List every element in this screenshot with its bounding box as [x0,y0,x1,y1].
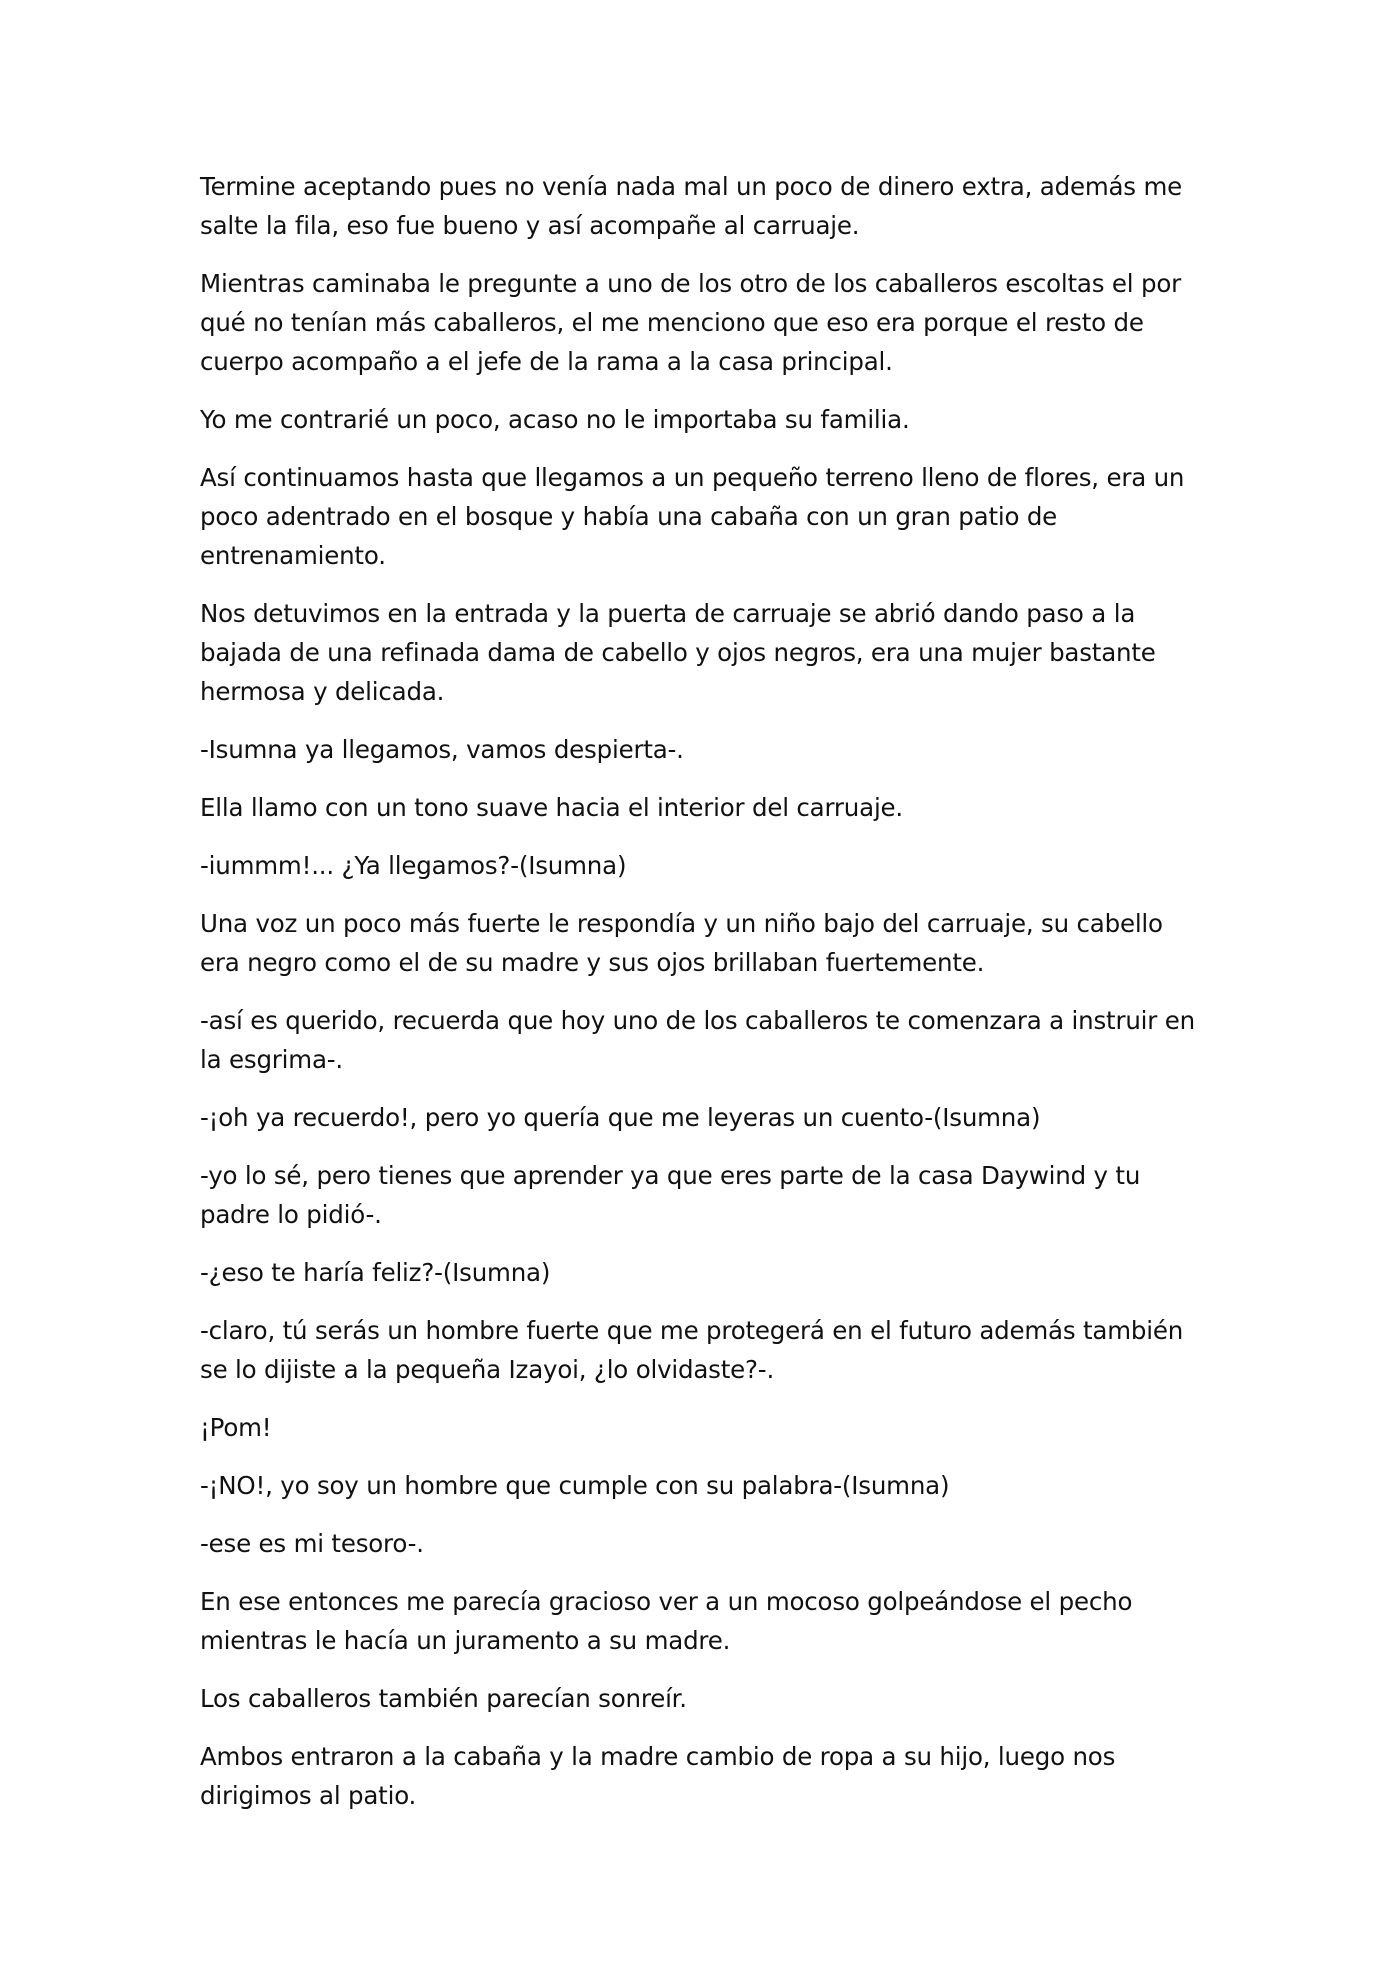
paragraph: -¡oh ya recuerdo!, pero yo quería que me leyeras un cuento-(Isumna) [200,1103,1041,1132]
paragraph: Mientras caminaba le pregunte a uno de los otro de los caballeros escoltas el por qué no tenían más caballeros, el me menciono que eso era porque el resto de cuerpo acompaño a el jefe de la rama a la casa principal. [200,269,1181,376]
paragraph: -iummm!... ¿Ya llegamos?-(Isumna) [200,851,627,880]
paragraph: Así continuamos hasta que llegamos a un pequeño terreno lleno de flores, era un poco adentrado en el bosque y había una cabaña con un gran patio de entrenamiento. [200,463,1185,570]
paragraph: ¡Pom! [200,1413,272,1442]
paragraph: -¿eso te haría feliz?-(Isumna) [200,1258,551,1287]
paragraph: Nos detuvimos en la entrada y la puerta de carruaje se abrió dando paso a la bajada de una refinada dama de cabello y ojos negros, era una mujer bastante hermosa y delicada. [200,599,1156,706]
paragraph: Termine aceptando pues no venía nada mal un poco de dinero extra, además me salte la fila, eso fue bueno y así acompañe al carruaje. [200,172,1182,240]
paragraph: Ambos entraron a la cabaña y la madre cambio de ropa a su hijo, luego nos dirigimos al patio. [200,1742,1116,1810]
paragraph: Ella llamo con un tono suave hacia el interior del carruaje. [200,793,904,822]
paragraph: Una voz un poco más fuerte le respondía y un niño bajo del carruaje, su cabello era negro como el de su madre y sus ojos brillaban fuertemente. [200,909,1163,977]
paragraph: -ese es mi tesoro-. [200,1529,424,1558]
paragraph: -yo lo sé, pero tienes que aprender ya que eres parte de la casa Daywind y tu padre lo pidió-. [200,1161,1141,1229]
paragraph: -¡NO!, yo soy un hombre que cumple con su palabra-(Isumna) [200,1471,950,1500]
paragraph: -así es querido, recuerda que hoy uno de los caballeros te comenzara a instruir en la esgrima-. [200,1006,1195,1074]
paragraph: Los caballeros también parecían sonreír. [200,1684,687,1713]
document-body [200,167,1202,1834]
paragraph: -Isumna ya llegamos, vamos despierta-. [200,735,684,764]
paragraph: -claro, tú serás un hombre fuerte que me protegerá en el futuro además también se lo dijiste a la pequeña Izayoi, ¿lo olvidaste?-. [200,1316,1184,1384]
paragraph: En ese entonces me parecía gracioso ver a un mocoso golpeándose el pecho mientras le hacía un juramento a su madre. [200,1587,1133,1655]
paragraph: Yo me contrarié un poco, acaso no le importaba su familia. [200,405,910,434]
